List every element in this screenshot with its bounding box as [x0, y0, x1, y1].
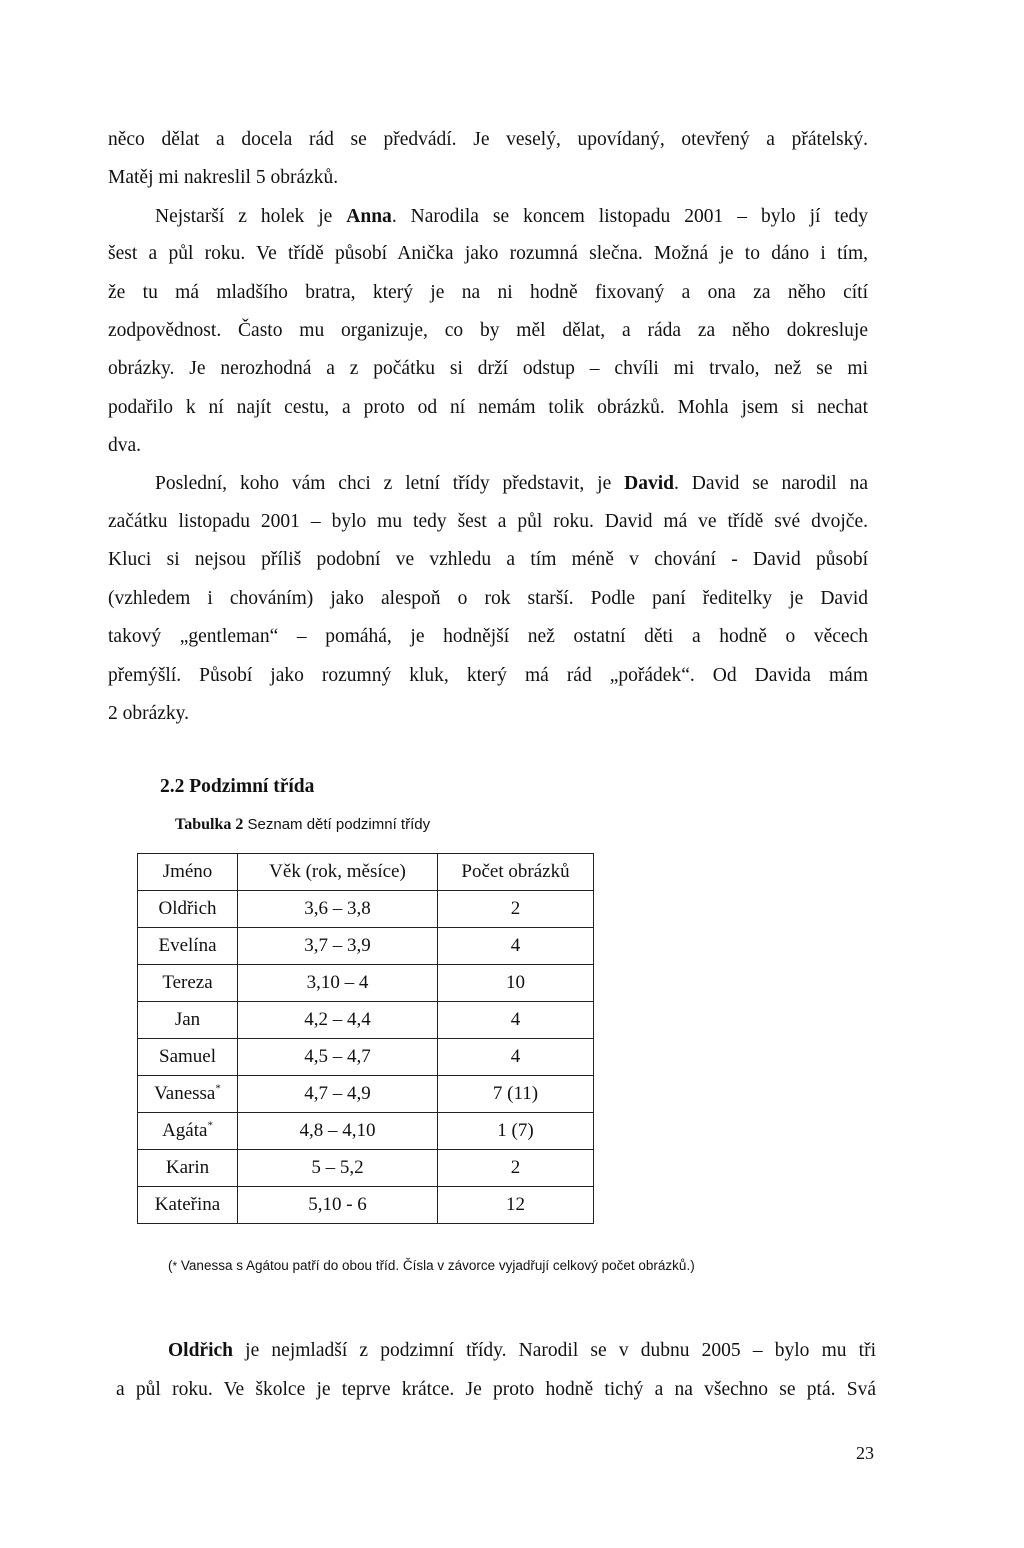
asterisk-mark: * [172, 1259, 178, 1273]
cell-age: 4,8 – 4,10 [238, 1113, 438, 1150]
child-name: Tereza [162, 972, 213, 993]
text-run: je nejmladší z podzimní třídy. Narodil se v dubnu 2005 – bylo mu tři [233, 1340, 876, 1361]
person-name-oldrich: Oldřich [168, 1340, 234, 1361]
table-row [138, 1002, 594, 1039]
text-line: začátku listopadu 2001 – bylo mu tedy šest a půl roku. David má ve třídě své dvojče. [108, 511, 868, 532]
cell-count: 12 [438, 1187, 594, 1224]
text-run: Poslední, koho vám chci z letní třídy představit, je [155, 473, 625, 494]
cell-count: 4 [438, 1039, 594, 1076]
text-run: . Narodila se koncem listopadu 2001 – bylo jí tedy [391, 206, 868, 227]
text-line: přemýšlí. Působí jako rozumný kluk, který má rád „pořádek“. Od Davida mám [108, 665, 868, 686]
child-name: Agáta [162, 1120, 208, 1141]
asterisk-mark: * [207, 1119, 213, 1132]
note-paren: ( [168, 1258, 173, 1273]
person-name-anna: Anna [346, 206, 392, 227]
table-row [138, 1039, 594, 1076]
children-table [137, 853, 594, 1224]
cell-count: 1 (7) [438, 1113, 594, 1150]
child-name: Kateřina [154, 1194, 221, 1215]
text-line: šest a půl roku. Ve třídě působí Anička jako rozumná slečna. Možná je to dáno i tím, [108, 243, 868, 264]
text-line: 2 obrázky. [108, 703, 190, 724]
table-row [138, 1150, 594, 1187]
table-row [138, 928, 594, 965]
column-header: Jméno [138, 854, 238, 891]
table-row [138, 1076, 594, 1113]
table-row [138, 965, 594, 1002]
text-line: dva. [108, 435, 142, 456]
cell-name [138, 1076, 238, 1113]
table-caption-text: Seznam dětí podzimní třídy [243, 816, 431, 833]
table-row [138, 1113, 594, 1150]
text-line: podařilo k ní najít cestu, a proto od ní nemám tolik obrázků. Mohla jsem si nechat [108, 397, 868, 418]
cell-name [138, 1150, 238, 1187]
text-line: Matěj mi nakreslil 5 obrázků. [108, 167, 339, 188]
cell-count: 2 [438, 1150, 594, 1187]
table-note [168, 1258, 695, 1273]
child-name: Jan [174, 1009, 201, 1030]
text-run: Nejstarší z holek je [155, 206, 347, 227]
column-header: Věk (rok, měsíce) [238, 854, 438, 891]
child-name: Evelína [158, 935, 217, 956]
text-line [155, 205, 868, 229]
text-line: že tu má mladšího bratra, který je na ni hodně fixovaný a ona za něho cítí [108, 282, 868, 303]
cell-age: 3,10 – 4 [238, 965, 438, 1002]
child-name: Vanessa [154, 1083, 216, 1104]
text-line: (vzhledem i chováním) jako alespoň o rok starší. Podle paní ředitelky je David [108, 588, 868, 609]
cell-age: 4,2 – 4,4 [238, 1002, 438, 1039]
cell-age: 5,10 - 6 [238, 1187, 438, 1224]
cell-name [138, 1002, 238, 1039]
column-header: Počet obrázků [438, 854, 594, 891]
cell-name [138, 1187, 238, 1224]
text-line: obrázky. Je nerozhodná a z počátku si drží odstup – chvíli mi trvalo, než se mi [108, 358, 868, 379]
table-header-row [138, 854, 594, 891]
cell-name [138, 891, 238, 928]
table-row [138, 1187, 594, 1224]
text-line: Kluci si nejsou příliš podobní ve vzhledu a tím méně v chování - David působí [108, 549, 868, 570]
text-line [168, 1339, 876, 1363]
cell-age: 4,5 – 4,7 [238, 1039, 438, 1076]
text-line [155, 472, 868, 496]
child-name: Karin [165, 1157, 210, 1178]
person-name-david: David [624, 473, 674, 494]
cell-name [138, 1113, 238, 1150]
table-caption [175, 816, 430, 834]
cell-count: 4 [438, 1002, 594, 1039]
cell-age: 4,7 – 4,9 [238, 1076, 438, 1113]
cell-age: 3,6 – 3,8 [238, 891, 438, 928]
text-line: takový „gentleman“ – pomáhá, je hodnější než ostatní děti a hodně o věcech [108, 626, 868, 647]
cell-count: 2 [438, 891, 594, 928]
cell-count: 7 (11) [438, 1076, 594, 1113]
text-run: . David se narodil na [674, 473, 868, 494]
cell-name [138, 965, 238, 1002]
cell-age: 3,7 – 3,9 [238, 928, 438, 965]
text-line: něco dělat a docela rád se předvádí. Je veselý, upovídaný, otevřený a přátelský. [108, 129, 868, 150]
cell-name [138, 928, 238, 965]
asterisk-mark: * [215, 1082, 221, 1095]
table-row [138, 891, 594, 928]
note-text: Vanessa s Agátou patří do obou tříd. Čísla v závorce vyjadřují celkový počet obrázků.) [177, 1258, 695, 1273]
cell-age: 5 – 5,2 [238, 1150, 438, 1187]
text-line: zodpovědnost. Často mu organizuje, co by měl dělat, a ráda za něho dokresluje [108, 320, 868, 341]
page-number: 23 [856, 1443, 874, 1463]
table-caption-label: Tabulka 2 [175, 816, 244, 833]
cell-count: 4 [438, 928, 594, 965]
child-name: Oldřich [158, 898, 217, 919]
section-heading: 2.2 Podzimní třída [160, 776, 315, 797]
cell-name [138, 1039, 238, 1076]
child-name: Samuel [159, 1046, 216, 1067]
cell-count: 10 [438, 965, 594, 1002]
text-line: a půl roku. Ve školce je teprve krátce. Je proto hodně tichý a na všechno se ptá. Svá [116, 1379, 876, 1400]
